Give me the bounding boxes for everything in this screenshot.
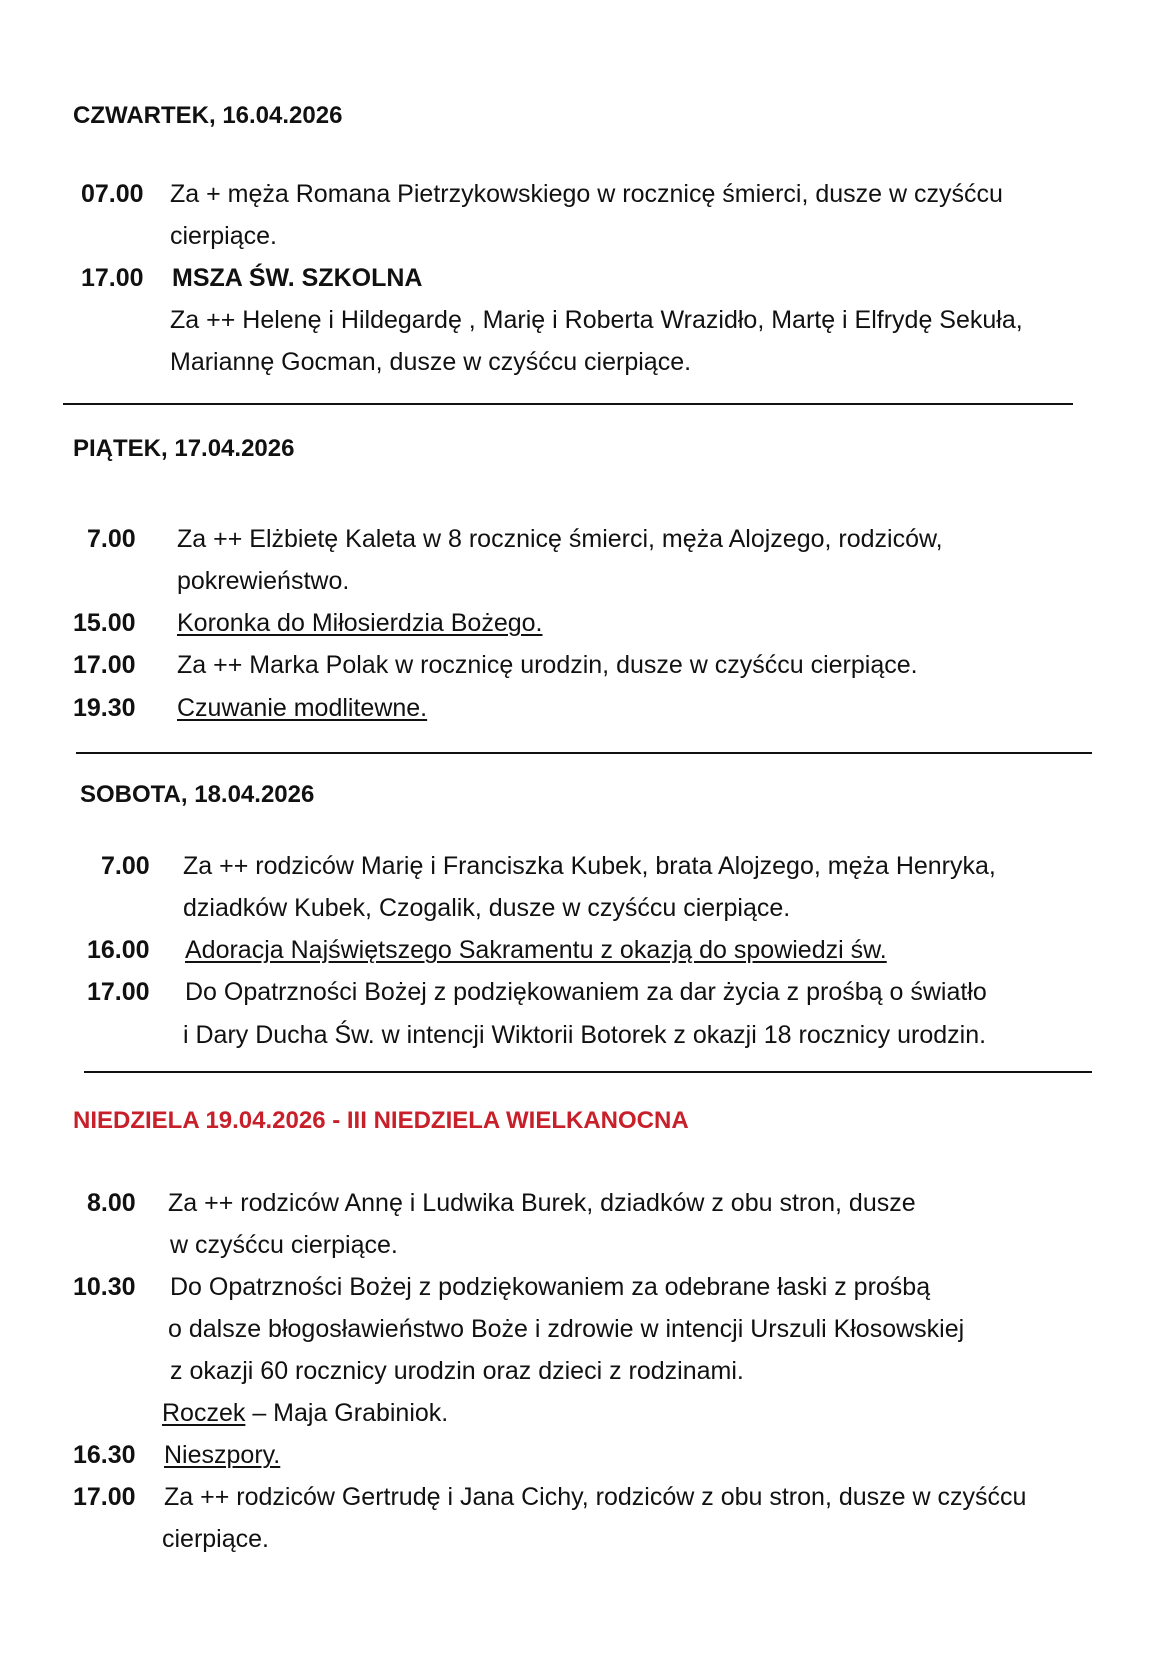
intention-text: Do Opatrzności Bożej z podziękowaniem za dar życia z prośbą o światło — [185, 978, 987, 1006]
mass-time: 7.00 — [87, 525, 136, 553]
section-divider — [76, 752, 1092, 754]
section-divider — [63, 403, 1073, 405]
mass-time: 19.30 — [73, 694, 136, 722]
section-divider — [84, 1071, 1092, 1073]
intention-text: cierpiące. — [162, 1525, 269, 1553]
day-heading-friday: PIĄTEK, 17.04.2026 — [73, 435, 295, 462]
mass-time: 17.00 — [87, 978, 150, 1006]
intention-text: Za ++ rodziców Marię i Franciszka Kubek, brata Alojzego, męża Henryka, — [183, 852, 996, 880]
mass-time: 10.30 — [73, 1273, 136, 1301]
mass-time: 8.00 — [87, 1189, 136, 1217]
event-title: Nieszpory. — [164, 1441, 281, 1469]
intention-text: pokrewieństwo. — [177, 567, 350, 595]
intention-text: dziadków Kubek, Czogalik, dusze w czyśćcu cierpiące. — [183, 894, 791, 922]
day-heading-thursday: CZWARTEK, 16.04.2026 — [73, 102, 343, 129]
intention-text: cierpiące. — [170, 222, 277, 250]
intention-text: Za ++ Marka Polak w rocznicę urodzin, dusze w czyśćcu cierpiące. — [177, 651, 918, 679]
event-title: Czuwanie modlitewne. — [177, 694, 428, 722]
day-heading-saturday: SOBOTA, 18.04.2026 — [80, 781, 315, 808]
intention-text: Za ++ rodziców Gertrudę i Jana Cichy, rodziców z obu stron, dusze w czyśćcu — [164, 1483, 1027, 1511]
anniversary-note — [162, 1398, 448, 1428]
event-title: MSZA ŚW. SZKOLNA — [172, 264, 423, 292]
mass-time: 07.00 — [81, 180, 144, 208]
mass-time: 15.00 — [73, 609, 136, 637]
intention-text: Za ++ rodziców Annę i Ludwika Burek, dziadków z obu stron, dusze — [168, 1189, 916, 1217]
anniversary-label: Roczek — [162, 1399, 246, 1427]
mass-time: 16.30 — [73, 1441, 136, 1469]
intention-text: Za ++ Elżbietę Kaleta w 8 rocznicę śmierci, męża Alojzego, rodziców, — [177, 525, 943, 553]
event-title: Koronka do Miłosierdzia Bożego. — [177, 609, 543, 637]
intention-text: o dalsze błogosławieństwo Boże i zdrowie w intencji Urszuli Kłosowskiej — [168, 1315, 965, 1343]
intention-text: Do Opatrzności Bożej z podziękowaniem za odebrane łaski z prośbą — [170, 1273, 931, 1301]
anniversary-name: – Maja Grabiniok. — [245, 1399, 449, 1427]
mass-time: 17.00 — [81, 264, 144, 292]
mass-time: 7.00 — [101, 852, 150, 880]
intention-text: Za ++ Helenę i Hildegardę , Marię i Roberta Wrazidło, Martę i Elfrydę Sekuła, — [170, 306, 1023, 334]
intention-text: w czyśćcu cierpiące. — [170, 1231, 398, 1259]
intention-text: i Dary Ducha Św. w intencji Wiktorii Botorek z okazji 18 rocznicy urodzin. — [183, 1021, 987, 1049]
intention-text: Mariannę Gocman, dusze w czyśćcu cierpiące. — [170, 348, 692, 376]
day-heading-sunday: NIEDZIELA 19.04.2026 - III NIEDZIELA WIELKANOCNA — [73, 1107, 689, 1134]
mass-time: 17.00 — [73, 1483, 136, 1511]
intention-text: z okazji 60 rocznicy urodzin oraz dzieci z rodzinami. — [170, 1357, 744, 1385]
intention-text: Za + męża Romana Pietrzykowskiego w rocznicę śmierci, dusze w czyśćcu — [170, 180, 1003, 208]
event-title: Adoracja Najświętszego Sakramentu z okazją do spowiedzi św. — [185, 936, 887, 964]
mass-time: 16.00 — [87, 936, 150, 964]
mass-time: 17.00 — [73, 651, 136, 679]
